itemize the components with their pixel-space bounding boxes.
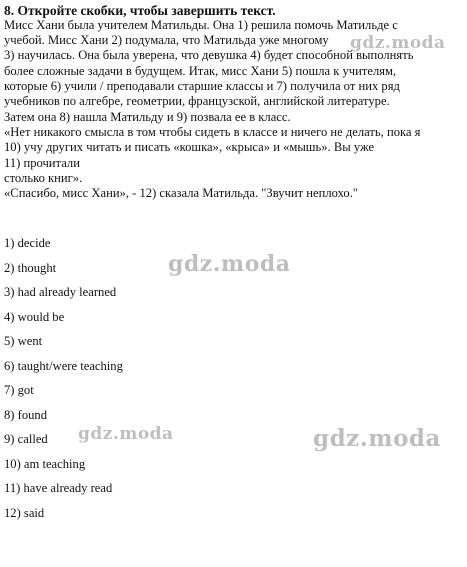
answer-item: 1) decide — [4, 236, 51, 250]
watermark: gdz.moda — [313, 425, 441, 452]
paragraph-line: «Спасибо, мисс Хани», - 12) сказала Матильда. "Звучит неплохо." — [4, 186, 358, 200]
paragraph-line: которые 6) учили / преподавали старшие классы и 7) получила от них ряд — [4, 79, 400, 93]
paragraph-line: «Нет никакого смысла в том чтобы сидеть в классе и ничего не делать, пока я — [4, 125, 421, 139]
exercise-heading: 8. Откройте скобки, чтобы завершить текст. — [4, 3, 276, 18]
answer-item: 4) would be — [4, 309, 65, 324]
paragraph-line: более сложные задачи в будущем. Итак, мисс Хани 5) пошла к учителям, — [4, 64, 397, 78]
paragraph-line: Затем она 8) нашла Матильду и 9) позвала ее в класс. — [4, 110, 291, 124]
answer-item: 12) said — [4, 505, 45, 520]
answer-item: 2) thought — [4, 260, 57, 275]
answer-item: 5) went — [4, 334, 43, 348]
paragraph-line: Мисс Хани была учителем Матильды. Она 1) решила помочь Матильде с — [4, 18, 398, 32]
paragraph-line: 11) прочитали — [4, 156, 80, 170]
watermark: gdz.moda — [168, 251, 291, 277]
answer-item: 3) had already learned — [4, 285, 117, 299]
answer-item: 7) got — [4, 383, 34, 397]
answer-item: 11) have already read — [4, 481, 113, 495]
answer-item: 6) taught/were teaching — [4, 358, 123, 373]
answer-item: 9) called — [4, 432, 48, 446]
paragraph-line: учебников по алгебре, геометрии, французской, английской литературе. — [4, 94, 390, 108]
paragraph-line: столько книг». — [4, 171, 83, 185]
answer-list — [4, 236, 123, 530]
paragraph-line: 10) учу других читать и писать «кошка», «крыса» и «мышь». Вы уже — [4, 140, 375, 154]
answer-item: 8) found — [4, 407, 48, 422]
answer-item: 10) am teaching — [4, 456, 86, 471]
paragraph-line: 3) научилась. Она была уверена, что девушка 4) будет способной выполнять — [4, 48, 414, 62]
paragraph-line: учебой. Мисс Хани 2) подумала, что Матильда уже многому — [4, 33, 329, 47]
watermark: gdz.moda — [78, 424, 174, 444]
watermark: gdz.moda — [350, 33, 446, 53]
